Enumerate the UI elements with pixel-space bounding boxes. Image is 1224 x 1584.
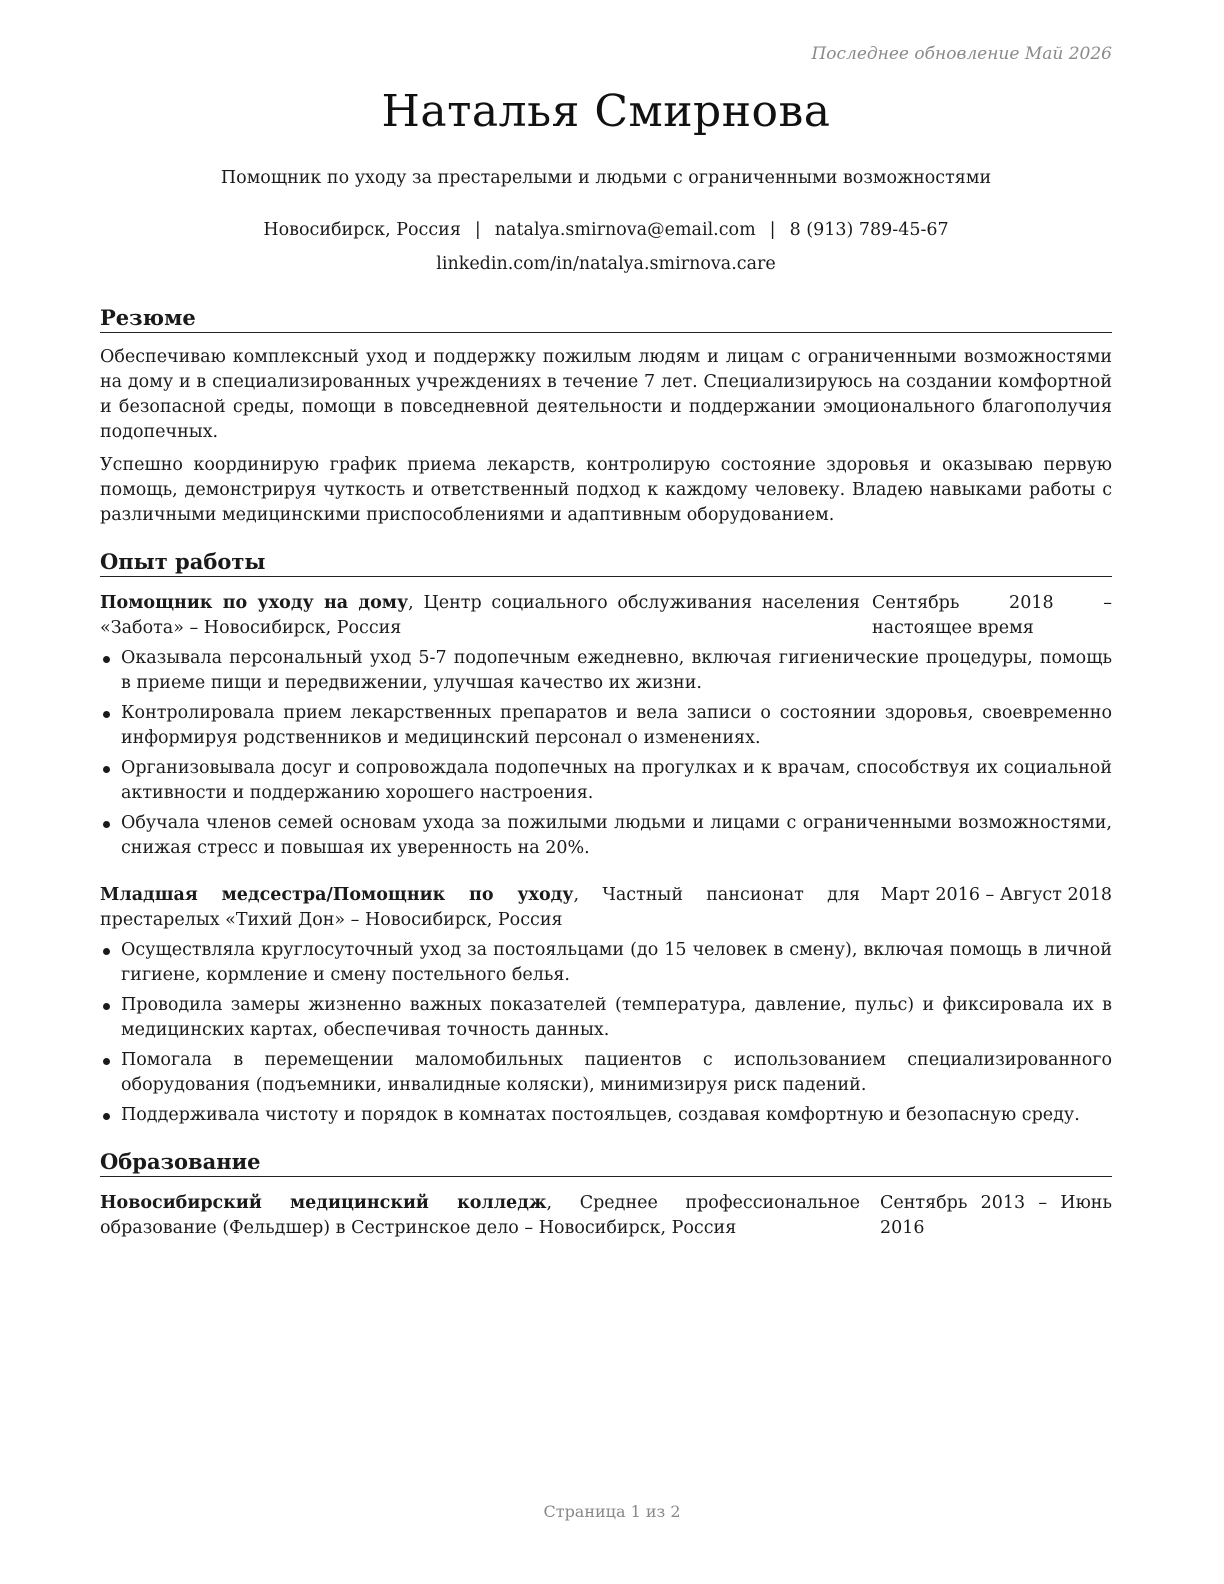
job-role: Помощник по уходу на дому xyxy=(100,593,409,613)
list-item: Осуществляла круглосуточный уход за постояльцами (до 15 человек в смену), включая помощь в личной гигиене, кормление и смену постельного белья. xyxy=(100,938,1112,988)
linkedin-link[interactable]: linkedin.com/in/natalya.smirnova.care xyxy=(436,254,776,274)
job-dates: Сентябрь 2018 – настоящее время xyxy=(872,593,1112,638)
experience-section xyxy=(100,549,1112,1133)
job-dates: Март 2016 – Август 2018 xyxy=(880,885,1112,905)
education-entry xyxy=(100,1191,1112,1241)
separator: | xyxy=(474,220,481,240)
school-name: Новосибирский медицинский колледж xyxy=(100,1193,547,1213)
section-heading: Опыт работы xyxy=(100,549,1112,577)
education-dates: Сентябрь 2013 – Июнь 2016 xyxy=(880,1193,1112,1238)
summary-paragraph: Обеспечиваю комплексный уход и поддержку пожилым людям и лицам с ограниченными возможностями на дому и в специализированных учреждениях в течение 7 лет. Специализируюсь на создании комфортной и безопасной среды, помощи в повседневной деятельности и поддержании эмоционального благополучия подопечных. xyxy=(100,347,1112,442)
job-role: Младшая медсестра/Помощник по уходу xyxy=(100,885,574,905)
job-title: Помощник по уходу за престарелыми и людьми с ограниченными возможностями xyxy=(220,168,992,188)
list-item: Помогала в перемещении маломобильных пациентов с использованием специализированного оборудования (подъемники, инвалидные коляски), минимизируя риск падений. xyxy=(100,1048,1112,1098)
list-item: Организовывала досуг и сопровождала подопечных на прогулках и к врачам, способствуя их социальной активности и поддержанию хорошего настроения. xyxy=(100,756,1112,806)
phone: 8 (913) 789-45-67 xyxy=(789,220,949,240)
separator: | xyxy=(769,220,776,240)
page-number: Страница 1 из 2 xyxy=(543,1502,681,1521)
summary-paragraph: Успешно координирую график приема лекарств, контролирую состояние здоровья и оказываю первую помощь, демонстрируя чуткость и ответственный подход к каждому человеку. Владею навыками работы с различными медицинскими приспособлениями и адаптивным оборудованием. xyxy=(100,455,1112,525)
summary-section xyxy=(100,305,1112,528)
education-details: , Среднее профессиональное образование (Фельдшер) в Сестринское дело – Новосибирск, Россия xyxy=(100,1193,860,1238)
job-organization: , Центр социального обслуживания населения «Забота» – Новосибирск, Россия xyxy=(100,593,860,638)
education-section xyxy=(100,1149,1112,1241)
job-bullets xyxy=(100,646,1112,861)
location: Новосибирск, Россия xyxy=(263,220,461,240)
job-entry xyxy=(100,883,1112,1128)
last-updated: Последнее обновление Май 2026 xyxy=(811,44,1112,64)
list-item: Оказывала персональный уход 5-7 подопечным ежедневно, включая гигиенические процедуры, помощь в приеме пищи и передвижении, улучшая качество их жизни. xyxy=(100,646,1112,696)
candidate-name: Наталья Смирнова xyxy=(381,86,831,137)
section-heading: Образование xyxy=(100,1149,1112,1177)
list-item: Обучала членов семей основам ухода за пожилыми людьми и лицами с ограниченными возможностями, снижая стресс и повышая их уверенность на 20%. xyxy=(100,811,1112,861)
contact-line xyxy=(100,220,1112,240)
job-bullets xyxy=(100,938,1112,1128)
job-entry xyxy=(100,591,1112,861)
email-link[interactable]: natalya.smirnova@email.com xyxy=(494,220,756,240)
section-heading: Резюме xyxy=(100,305,1112,333)
list-item: Проводила замеры жизненно важных показателей (температура, давление, пульс) и фиксировала их в медицинских картах, обеспечивая точность данных. xyxy=(100,993,1112,1043)
list-item: Контролировала прием лекарственных препаратов и вела записи о состоянии здоровья, своевременно информируя родственников и медицинский персонал о изменениях. xyxy=(100,701,1112,751)
job-organization: , Частный пансионат для престарелых «Тихий Дон» – Новосибирск, Россия xyxy=(100,885,860,930)
list-item: Поддерживала чистоту и порядок в комнатах постояльцев, создавая комфортную и безопасную среду. xyxy=(100,1103,1112,1128)
